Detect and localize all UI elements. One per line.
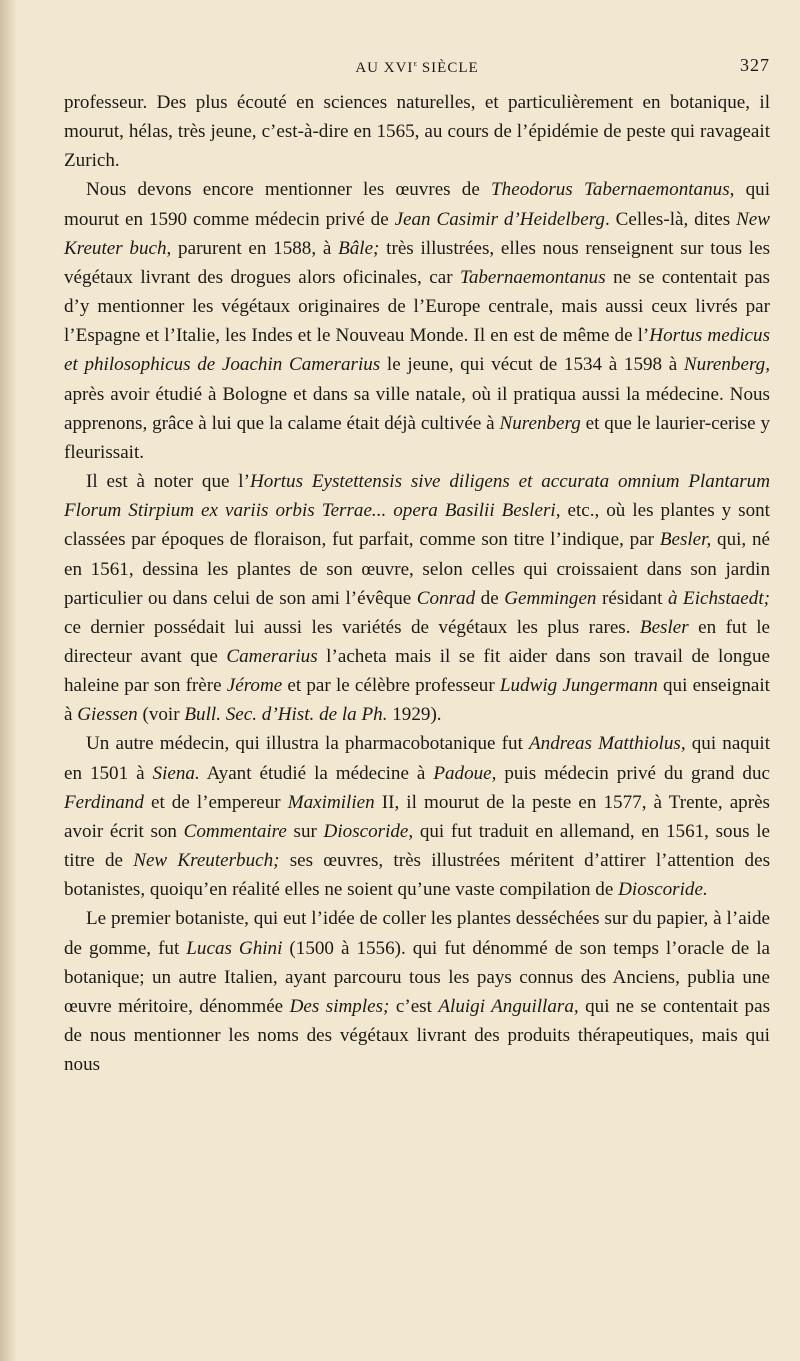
italic-text: Besler,: [659, 529, 712, 551]
text-run: qui enseignait à: [64, 675, 770, 726]
italic-text: Giessen: [77, 704, 138, 726]
text-run: puis médecin privé du grand duc: [496, 762, 770, 784]
italic-text: Conrad: [416, 587, 476, 609]
paragraph: [64, 467, 770, 729]
text-run: qui ne se contentait pas de nous mentionner les noms des végétaux livrant des produits thérapeutiques, mais qui nous: [64, 995, 771, 1076]
italic-text: Bull. Sec. d’Hist. de la Ph.: [184, 704, 388, 726]
page-binding-edge: [0, 0, 16, 1361]
running-head: [64, 52, 770, 88]
italic-text: Dioscoride.: [618, 879, 708, 901]
italic-text: Gemmingen: [504, 587, 597, 609]
text-run: c’est: [389, 995, 439, 1017]
italic-text: Tabernaemontanus: [459, 266, 606, 288]
italic-text: Maximilien: [287, 791, 375, 813]
paragraph: [64, 904, 770, 1079]
italic-text: Dioscoride,: [323, 820, 414, 842]
italic-text: Padoue,: [433, 762, 497, 784]
text-run: qui naquit en 1501 à: [64, 733, 771, 784]
text-run: ce dernier possédait lui aussi les variétés de végétaux les plus rares.: [64, 616, 640, 638]
italic-text: Theodorus Tabernaemontanus: [491, 179, 730, 201]
italic-text: Camerarius: [226, 645, 318, 667]
text-run: ne se contentait pas d’y mentionner les végétaux originaires de l’Europe centrale, mais aussi ceux livrés par l’Espagne et l’Italie, les Indes et le Nouveau Monde. Il en est de même de l’: [64, 266, 770, 347]
italic-text: Besler: [639, 616, 689, 638]
text-run: après avoir étudié à Bologne et dans sa ville natale, où il pratiqua aussi la médecine. Nous apprenons, grâce à lui que la calame était déjà cultivée à: [64, 383, 770, 434]
text-run: en fut le directeur avant que: [64, 616, 770, 667]
text-run: Nous devons encore mentionner les œuvres de: [86, 179, 492, 201]
body-text: [64, 88, 770, 1079]
paragraph: [64, 175, 770, 467]
italic-text: Jérome: [226, 675, 283, 697]
text-run: qui, né en 1561, dessina les plantes de son œuvre, selon celles qui croissaient dans son jardin particulier ou dans celui de son ami l’évêque: [64, 529, 770, 609]
text-run: (voir: [137, 704, 185, 726]
italic-text: New Kreuterbuch;: [133, 850, 280, 872]
italic-text: New Kreuter buch: [64, 208, 771, 259]
italic-text: Nurenberg,: [683, 354, 770, 376]
italic-text: Hortus Eystettensis sive diligens et accurata omnium Plantarum Florum Stirpium ex variis orbis Terrae... opera Basilii Besleri,: [64, 471, 771, 522]
text-run: ses œuvres, très illustrées méritent d’attirer l’attention des botanistes, quoiqu’en réalité elles ne soient qu’une vaste compilation de: [64, 850, 770, 901]
italic-text: Lucas Ghini: [186, 937, 283, 959]
italic-text: Andreas Matthiolus,: [529, 733, 686, 755]
paragraph: [64, 88, 770, 175]
italic-text: Ludwig Jungermann: [499, 675, 658, 697]
text-run: professeur. Des plus écouté en sciences naturelles, et particulièrement en botanique, il mourut, hélas, très jeune, c’est-à-dire en 1565, au cours de l’épidémie de peste qui ravageait Zurich.: [64, 92, 770, 172]
text-run: Le premier botaniste, qui eut l’idée de coller les plantes desséchées sur du papier, à l’aide de gomme, fut: [64, 908, 770, 959]
text-run: 1929).: [387, 704, 442, 726]
text-run: , parurent en 1588, à: [166, 237, 339, 259]
italic-text: Ferdinand: [64, 791, 144, 813]
text-run: etc., où les plantes y sont classées par époques de floraison, fut parfait, comme son titre l’indique, par: [64, 500, 770, 551]
text-run: Un autre médecin, qui illustra la pharmacobotanique fut: [86, 733, 530, 755]
text-run: très illustrées, elles nous renseignent sur tous les végétaux livrant des drogues alors oficinales, car: [64, 237, 771, 288]
text-run: qui fut traduit en allemand, en 1561, sous le titre de: [64, 820, 770, 872]
italic-text: Commentaire: [183, 820, 287, 842]
italic-text: Nurenberg: [499, 412, 581, 434]
italic-text: Hortus medicus et philosophicus de Joachin Camerarius: [64, 325, 771, 376]
text-run: et que le laurier-cerise y fleurissait.: [64, 412, 771, 463]
text-run: sur: [286, 820, 324, 842]
italic-text: Aluigi Anguillara,: [438, 995, 579, 1017]
text-run: le jeune, qui vécut de 1534 à 1598 à: [380, 354, 684, 376]
italic-text: Siena.: [152, 762, 200, 784]
italic-text: Bâle;: [338, 237, 380, 259]
text-run: de: [475, 587, 505, 609]
text-run: (1500 à 1556). qui fut dénommé de son temps l’oracle de la botanique; un autre Italien, ayant parcouru tous les pays connus des Anciens, publia une œuvre méritoire, dénommée: [64, 937, 770, 1017]
text-run: II, il mourut de la peste en 1577, à Trente, après avoir écrit son: [64, 791, 770, 842]
running-head-century: AU XVI: [355, 60, 414, 76]
book-page: [64, 52, 770, 1079]
text-run: résidant: [596, 587, 668, 609]
italic-text: Jean Casimir d’Heidelberg: [394, 208, 605, 230]
italic-text: à Eichstaedt;: [667, 587, 770, 609]
text-run: . Celles-là, dites: [604, 208, 737, 230]
text-run: Il est à noter que l’: [86, 471, 250, 493]
text-run: et par le célèbre professeur: [282, 675, 500, 697]
text-run: Ayant étudié la médecine à: [199, 762, 434, 784]
paragraph: [64, 729, 770, 904]
running-head-superscript: e: [413, 58, 418, 68]
page-number: 327: [740, 55, 770, 75]
text-run: l’acheta mais il se fit aider dans son travail de longue haleine par son frère: [64, 645, 770, 697]
text-run: et de l’empereur: [143, 791, 288, 813]
running-head-word: SIÈCLE: [417, 60, 479, 76]
running-head-title: [64, 58, 770, 77]
italic-text: Des simples;: [289, 995, 390, 1017]
text-run: , qui mourut en 1590 comme médecin privé de: [64, 179, 771, 230]
